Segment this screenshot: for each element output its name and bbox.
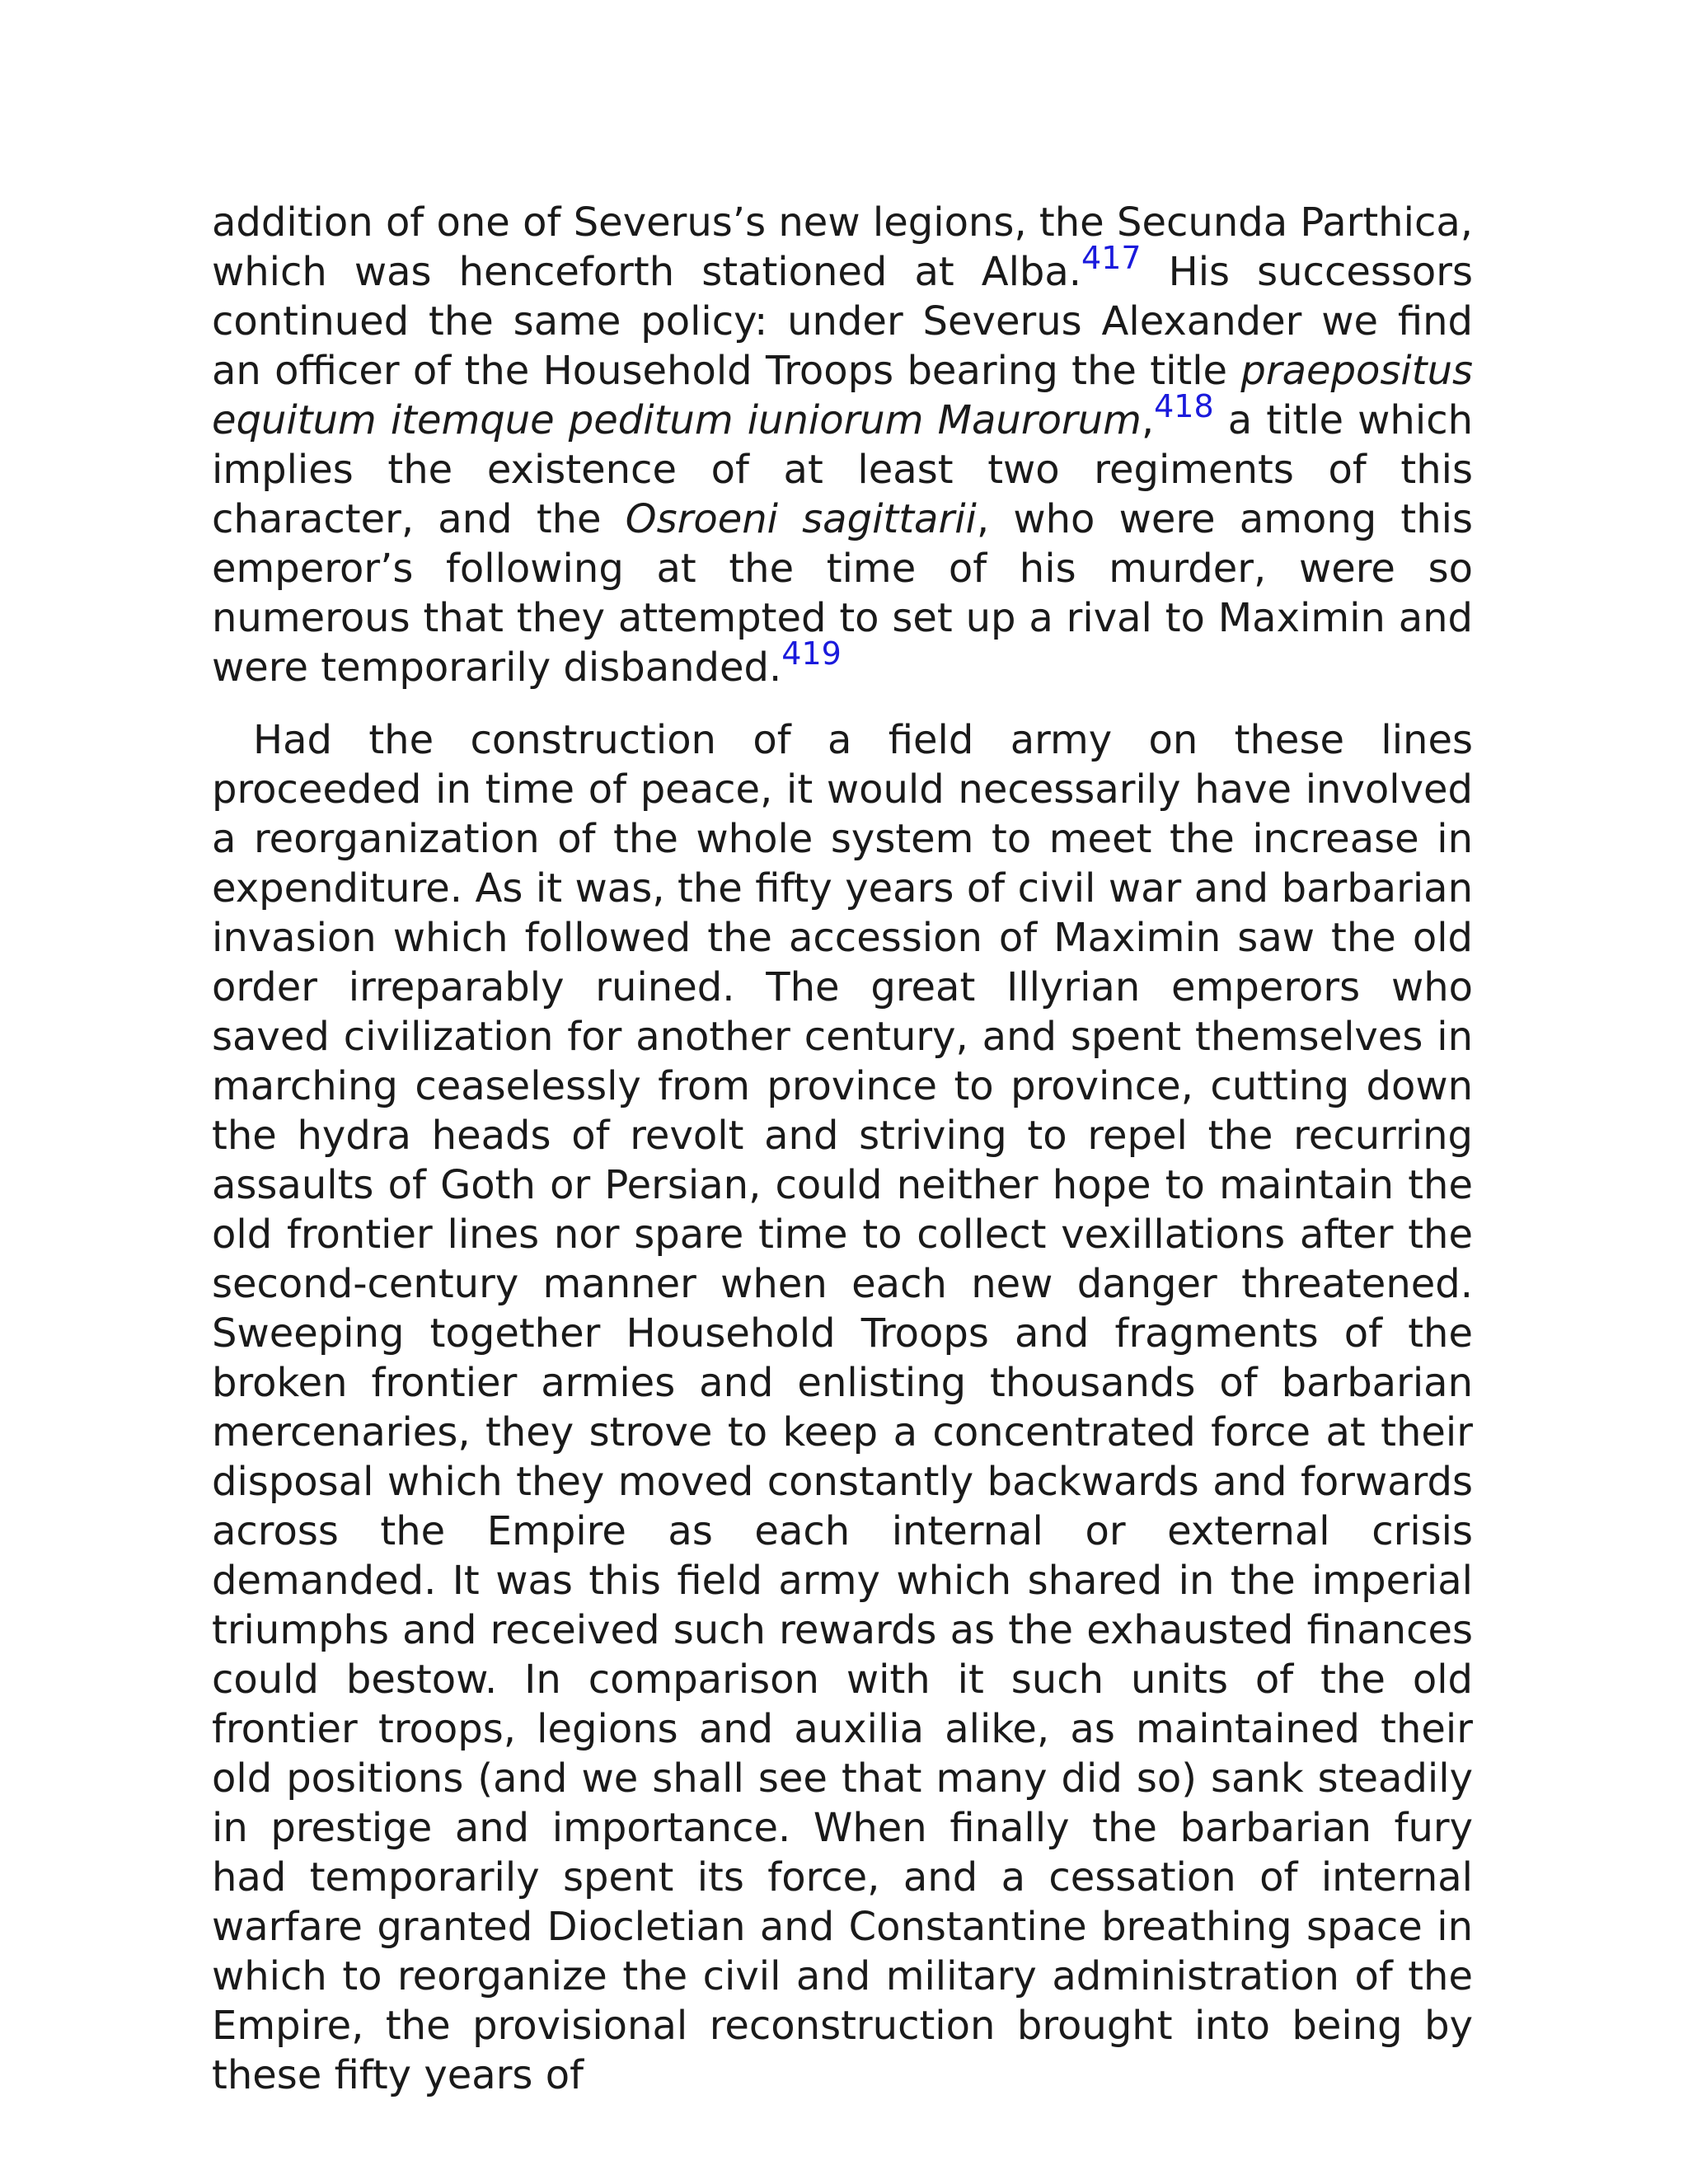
italic-latin-title: praepositus equitum itemque peditum iuniorum Maurorum — [212, 348, 1473, 443]
italic-osroeni: Osroeni sagittarii — [625, 496, 977, 542]
footnote-link-418[interactable]: 418 — [1154, 388, 1214, 424]
paragraph-2: Had the construction of a field army on these lines proceeded in time of peace, it would necessarily have involved a reorganization of the whole system to meet the increase in expenditure. As it was, the fifty years of civil war and barbarian invasion which followed the accession of Maximin saw the old order irreparably ruined. The great Illyrian emperors who saved civilization for another century, and spent themselves in marching ceaselessly from province to province, cutting down the hydra heads of revolt and striving to repel the recurring assaults of Goth or Persian, could neither hope to maintain the old frontier lines nor spare time to collect vexillations after the second-century manner when each new danger threatened. Sweeping together Household Troops and fragments of the broken frontier armies and enlisting thousands of barbarian mercenaries, they strove to keep a concentrated force at their disposal which they moved constantly backwards and forwards across the Empire as each internal or external crisis demanded. It was this field army which shared in the imperial triumphs and received such rewards as the exhausted finances could bestow. In comparison with it such units of the old frontier troops, legions and auxilia alike, as maintained their old positions (and we shall see that many did so) sank steadily in prestige and importance. When finally the barbarian fury had temporarily spent its force, and a cessation of internal warfare granted Diocletian and Constantine breathing space in which to reorganize the civil and military administration of the Empire, the provisional reconstruction brought into being by these fifty years of — [212, 717, 1473, 2098]
page-body — [212, 198, 1473, 2100]
paragraph-1-text-e: , who were among this emperor’s following at the time of his murder, were so numerous that they attempted to set up a rival to Maximin and were temporarily disbanded. — [212, 496, 1473, 691]
paragraph-1-text-c: , — [1141, 397, 1155, 443]
footnote-link-419[interactable]: 419 — [781, 635, 842, 672]
paragraph-1 — [212, 198, 1473, 692]
footnote-link-417[interactable]: 417 — [1081, 240, 1142, 276]
paragraph-1-text-a: addition of one of Severus’s new legions, the Secunda Parthica, which was henceforth stationed at Alba. — [212, 199, 1473, 295]
paragraph-1-text-b: His successors continued the same policy: under Severus Alexander we find an officer of the Household Troops bearing the title — [212, 249, 1473, 394]
paragraph-1-text-d: a title which implies the existence of at least two regiments of this character, and the — [212, 397, 1474, 542]
